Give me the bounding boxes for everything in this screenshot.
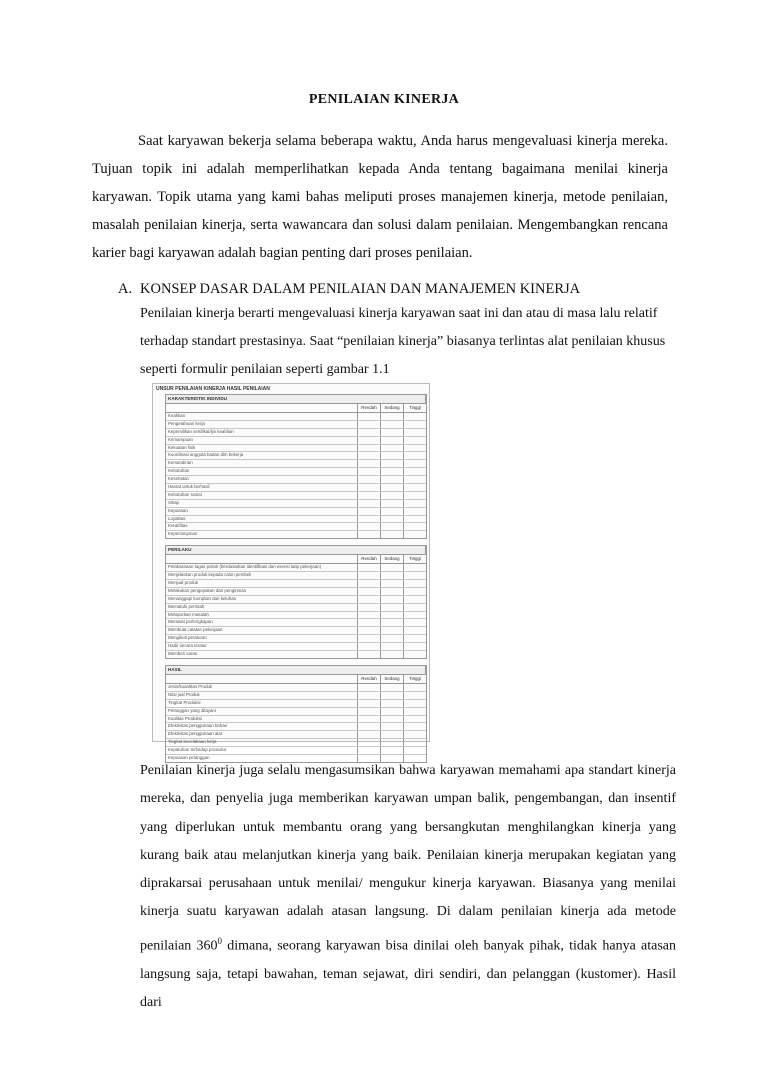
figure-rating-cell [358, 627, 381, 634]
figure-rating-cell [404, 580, 426, 587]
figure-row-label: Menjual produk [166, 580, 358, 587]
figure-rating-cell [381, 716, 404, 723]
figure-table-row [166, 445, 426, 453]
figure-row-label: Melaporkan masalah [166, 612, 358, 619]
figure-rating-cell [404, 572, 426, 579]
figure-row-label: Menjelaskan produk kepada calon pembeli [166, 572, 358, 579]
figure-rating-cell [358, 500, 381, 507]
figure-rating-cell [358, 476, 381, 483]
figure-table-row [166, 692, 426, 700]
figure-table-row [166, 708, 426, 716]
body-text [140, 757, 676, 1017]
figure-rating-cell [404, 692, 426, 699]
figure-row-label: Kepatuhan terhadap prosedur [166, 747, 358, 754]
figure-row-label: Efektivitas penggunaan alat [166, 731, 358, 738]
figure-rating-cell [404, 716, 426, 723]
figure-rating-cell [381, 492, 404, 499]
figure-table-row [166, 604, 426, 612]
figure-row-label: Loyalitas [166, 516, 358, 523]
figure-rating-cell [358, 421, 381, 428]
figure-rating-cell [381, 429, 404, 436]
figure-row-label: Kemampuan [166, 437, 358, 444]
figure-row-label: Efektivitas penggunaan bahan [166, 723, 358, 730]
figure-table-row [166, 747, 426, 755]
page-title: PENILAIAN KINERJA [308, 92, 460, 107]
figure-row-label: Mengikuti peraturan [166, 635, 358, 642]
figure-section-title: KARAKTERISTIK INDIVIDU [166, 395, 426, 403]
figure-rating-cell [358, 588, 381, 595]
figure-rating-cell [404, 723, 426, 730]
figure-table-row [166, 429, 426, 437]
figure-rating-cell [404, 421, 426, 428]
figure-rating-cell [358, 523, 381, 530]
figure-table-row [166, 612, 426, 620]
figure-rating-cell [381, 413, 404, 420]
figure-section-title: PERILAKU [166, 546, 426, 554]
body-text-part2: dimana, seorang karyawan bisa dinilai oleh banyak pihak, tidak hanya atasan langsung saja, tetapi bawahan, teman sejawat, diri sendiri, dan pelanggan (kustomer). Hasil dari [140, 938, 677, 1011]
figure-rating-cell [404, 413, 426, 420]
figure-row-label: Merawat perlengkapan [166, 619, 358, 626]
figure-rating-cell [358, 429, 381, 436]
figure-rating-cell [381, 523, 404, 530]
figure-table-row [166, 564, 426, 572]
figure-row-label: Tingkat Produksi [166, 700, 358, 707]
figure-row-label: Keahlian [166, 413, 358, 420]
figure-rating-cell [381, 564, 404, 571]
figure-section-title: HASIL [166, 666, 426, 674]
section-a-paragraph [140, 300, 670, 384]
figure-table-row [166, 596, 426, 604]
figure-rating-cell [404, 429, 426, 436]
figure-rating-cell [404, 747, 426, 754]
figure-rating-cell [404, 516, 426, 523]
figure-rating-cell [381, 708, 404, 715]
figure-rating-cell [381, 619, 404, 626]
figure-rating-cell [404, 500, 426, 507]
figure-column-header [166, 404, 426, 413]
figure-row-label: Pengetahuan kerja [166, 421, 358, 428]
figure-table-row [166, 580, 426, 588]
figure-rating-cell [404, 643, 426, 650]
intro-paragraph [92, 127, 668, 267]
figure-rating-cell [404, 651, 426, 658]
figure-row-label: Kebutuhan [166, 468, 358, 475]
figure-rating-cell [358, 604, 381, 611]
figure-row-label: Jenis/kuantitas Produk [166, 684, 358, 691]
figure-table-row [166, 627, 426, 635]
figure-rating-cell [404, 445, 426, 452]
figure-rating-cell [381, 747, 404, 754]
figure-rating-cell [358, 437, 381, 444]
figure-table-row [166, 476, 426, 484]
figure-column-label: Sedang [381, 404, 404, 412]
figure-column-header [166, 555, 426, 564]
figure-rating-cell [358, 452, 381, 459]
figure-rating-cell [404, 508, 426, 515]
figure-column-label: Sedang [381, 675, 404, 683]
figure-table-row [166, 572, 426, 580]
figure-row-label: Membuat catatan pekerjaan [166, 627, 358, 634]
figure-table [165, 665, 427, 763]
figure-table-row [166, 523, 426, 531]
figure-table-row [166, 651, 426, 658]
figure-column-label: Rendah [358, 555, 381, 563]
figure-column-label: Tinggi [409, 405, 421, 410]
figure-table-row [166, 700, 426, 708]
figure-column-header [166, 675, 426, 684]
figure-rating-cell [358, 516, 381, 523]
figure-row-label: Menanggapi komplain dan keluhan [166, 596, 358, 603]
figure-rating-cell [358, 468, 381, 475]
section-a-text: Penilaian kinerja berarti mengevaluasi kinerja karyawan saat ini dan atau di masa lalu relatif terhadap standart prestasinya. Saat “penilaian kinerja” biasanya terlintas alat penilaian khusus seperti formulir penilaian seperti gambar 1.1 [140, 306, 666, 377]
intro-text: Saat karyawan bekerja selama beberapa waktu, Anda harus mengevaluasi kinerja mereka. Tujuan topik ini adalah memperlihatkan kepada Anda tentang bagaimana menilai kinerja karyawan. Topik utama yang kami bahas meliputi proses manajemen kinerja, metode penilaian, masalah penilaian kinerja, serta wawancara dan solusi dalam penilaian. Mengembangkan rencana karier bagi karyawan adalah bagian penting dari proses penilaian. [92, 133, 668, 261]
figure-row-label: Nilai jual Produk [166, 692, 358, 699]
figure-rating-cell [381, 437, 404, 444]
figure-rating-cell [358, 492, 381, 499]
figure-rating-cell [358, 739, 381, 746]
figure-rating-cell [381, 723, 404, 730]
figure-row-label: Kepuasan pelanggan [166, 755, 358, 762]
figure-row-label: Tingkat kecelakaan kerja [166, 739, 358, 746]
figure-rating-cell [358, 747, 381, 754]
figure-table-row [166, 731, 426, 739]
section-a-heading [118, 275, 580, 303]
figure-rating-cell [358, 564, 381, 571]
figure-rating-cell [358, 723, 381, 730]
figure-column-label: Rendah [358, 404, 381, 412]
figure-rating-cell [381, 516, 404, 523]
figure-row-label: Kesehatan [166, 476, 358, 483]
figure-rating-cell [381, 445, 404, 452]
figure-rating-cell [358, 612, 381, 619]
figure-rating-cell [358, 651, 381, 658]
figure-row-label: Kemandirian [166, 460, 358, 467]
figure-rating-cell [381, 460, 404, 467]
figure-title: UNSUR PENILAIAN KINERJA HASIL PENILAIAN [156, 386, 270, 392]
figure-rating-cell [358, 531, 381, 538]
figure-rating-cell [404, 523, 426, 530]
degree-superscript: 0 [217, 935, 223, 946]
figure-rating-cell [381, 612, 404, 619]
figure-section-header [166, 546, 426, 555]
figure-column-label: Tinggi [409, 675, 421, 681]
figure-rating-cell [381, 508, 404, 515]
figure-row-label: Hadir secara teratur [166, 643, 358, 650]
figure-row-label: Kepuasan [166, 508, 358, 515]
figure-table-row [166, 643, 426, 651]
figure-rating-cell [404, 492, 426, 499]
figure-rating-cell [381, 468, 404, 475]
figure-row-label: Kepemilikan sertifikat/ijin keahlian [166, 429, 358, 436]
figure-rating-cell [404, 596, 426, 603]
figure-row-label: Koordinasi anggota badan dlm bekerja [166, 452, 358, 459]
figure-rating-cell [381, 580, 404, 587]
figure-table-row [166, 531, 426, 538]
figure-table-row [166, 421, 426, 429]
figure-rating-cell [381, 572, 404, 579]
figure-rating-cell [358, 731, 381, 738]
figure-rating-cell [358, 643, 381, 650]
figure-table-row [166, 684, 426, 692]
figure-row-label: Kualitas Produksi [166, 716, 358, 723]
figure-rating-cell [404, 684, 426, 691]
figure-row-label: Kebutuhan sosial [166, 492, 358, 499]
figure-row-label: Kekuatan fisik [166, 445, 358, 452]
figure-rating-cell [381, 731, 404, 738]
figure-rating-cell [358, 692, 381, 699]
figure-rating-cell [358, 572, 381, 579]
figure-rating-cell [358, 484, 381, 491]
figure-rating-cell [404, 708, 426, 715]
figure-rating-cell [358, 508, 381, 515]
figure-rating-cell [381, 588, 404, 595]
figure-row-label: Kepemimpinan [166, 531, 358, 538]
figure-rating-cell [358, 635, 381, 642]
figure-rating-cell [404, 731, 426, 738]
figure-table-row [166, 437, 426, 445]
figure-row-label: Mematuhi perintah [166, 604, 358, 611]
figure-section-header [166, 395, 426, 404]
figure-rating-cell [404, 437, 426, 444]
figure-column-label: Tinggi [409, 556, 421, 562]
figure-rating-cell [381, 635, 404, 642]
figure-rating-cell [404, 452, 426, 459]
section-heading-text: KONSEP DASAR DALAM PENILAIAN DAN MANAJEMEN KINERJA [140, 281, 581, 297]
section-letter: A. [118, 281, 133, 297]
figure-table-row [166, 635, 426, 643]
figure-rating-cell [358, 716, 381, 723]
body-text-part1: Penilaian kinerja juga selalu mengasumsikan bahwa karyawan memahami apa standart kinerja mereka, dan penyelia juga memberikan karyawan umpan balik, pengembangan, dan insentif yang diperlukan untuk membantu orang yang bersangkutan menghilangkan kinerja yang kurang baik atau melanjutkan kinerja yang baik. Penilaian kinerja merupakan kegiatan yang diprakarsai perusahaan untuk menilai/ mengukur kinerja karyawan. Biasanya yang menilai kinerja suatu karyawan adalah atasan langsung. Di dalam penilaian kinerja ada metode penilaian 360 [140, 763, 676, 954]
figure-rating-cell [381, 604, 404, 611]
figure-rating-cell [381, 531, 404, 538]
figure-rating-cell [381, 627, 404, 634]
figure-table-row [166, 619, 426, 627]
figure-rating-cell [404, 739, 426, 746]
figure-section-header [166, 666, 426, 675]
figure-rating-cell [404, 531, 426, 538]
figure-rating-cell [381, 476, 404, 483]
figure-rating-cell [404, 460, 426, 467]
figure-table-row [166, 413, 426, 421]
figure-rating-cell [381, 596, 404, 603]
figure-table-row [166, 500, 426, 508]
figure-rating-cell [358, 596, 381, 603]
figure-table-row [166, 492, 426, 500]
figure-row-label: Memberi saran [166, 651, 358, 658]
figure-column-label: Sedang [381, 555, 404, 563]
figure-rating-cell [381, 739, 404, 746]
figure-table-row [166, 508, 426, 516]
figure-row-label: Pelanggan yang dilayani [166, 708, 358, 715]
figure-table [165, 545, 427, 659]
figure-row-label: Pelaksanaan tugas pokok (berdasarkan identifikasi dan esensi tatip pekerjaan) [166, 564, 358, 571]
figure-rating-cell [358, 684, 381, 691]
figure-rating-cell [404, 468, 426, 475]
figure-rating-cell [358, 619, 381, 626]
figure-row-label: Kreatifitas [166, 523, 358, 530]
figure-rating-cell [381, 452, 404, 459]
figure-rating-cell [358, 460, 381, 467]
figure-rating-cell [358, 413, 381, 420]
figure-rating-cell [381, 651, 404, 658]
figure-rating-cell [358, 708, 381, 715]
figure-table-row [166, 716, 426, 724]
figure-rating-cell [381, 500, 404, 507]
figure-table-row [166, 460, 426, 468]
figure-row-label: Hasrat untuk berhasil [166, 484, 358, 491]
figure-rating-cell [381, 684, 404, 691]
figure-rating-cell [404, 484, 426, 491]
figure-column-label: Rendah [358, 675, 381, 683]
figure-table-row [166, 516, 426, 524]
figure-table-row [166, 484, 426, 492]
figure-row-label: Melakukan pengepakan dan pengiriman [166, 588, 358, 595]
figure-rating-cell [358, 445, 381, 452]
figure-rating-cell [381, 643, 404, 650]
figure-rating-cell [404, 619, 426, 626]
figure-rating-cell [404, 627, 426, 634]
figure-rating-cell [404, 588, 426, 595]
figure-table [165, 394, 427, 539]
figure-rating-cell [404, 564, 426, 571]
figure-table-row [166, 452, 426, 460]
figure-rating-cell [381, 692, 404, 699]
figure-row-label: Sikap [166, 500, 358, 507]
figure-rating-cell [404, 476, 426, 483]
figure-table-row [166, 468, 426, 476]
figure-table-row [166, 739, 426, 747]
figure-rating-cell [404, 604, 426, 611]
figure-tables [153, 394, 429, 763]
figure-rating-cell [358, 580, 381, 587]
figure-rating-cell [404, 635, 426, 642]
figure-table-row [166, 588, 426, 596]
figure-rating-cell [358, 700, 381, 707]
figure-table-row [166, 723, 426, 731]
figure-rating-cell [381, 421, 404, 428]
appraisal-form-figure [152, 383, 430, 760]
figure-rating-cell [381, 484, 404, 491]
figure-rating-cell [381, 700, 404, 707]
body-paragraph [140, 757, 676, 1017]
figure-rating-cell [404, 612, 426, 619]
figure-rating-cell [404, 700, 426, 707]
